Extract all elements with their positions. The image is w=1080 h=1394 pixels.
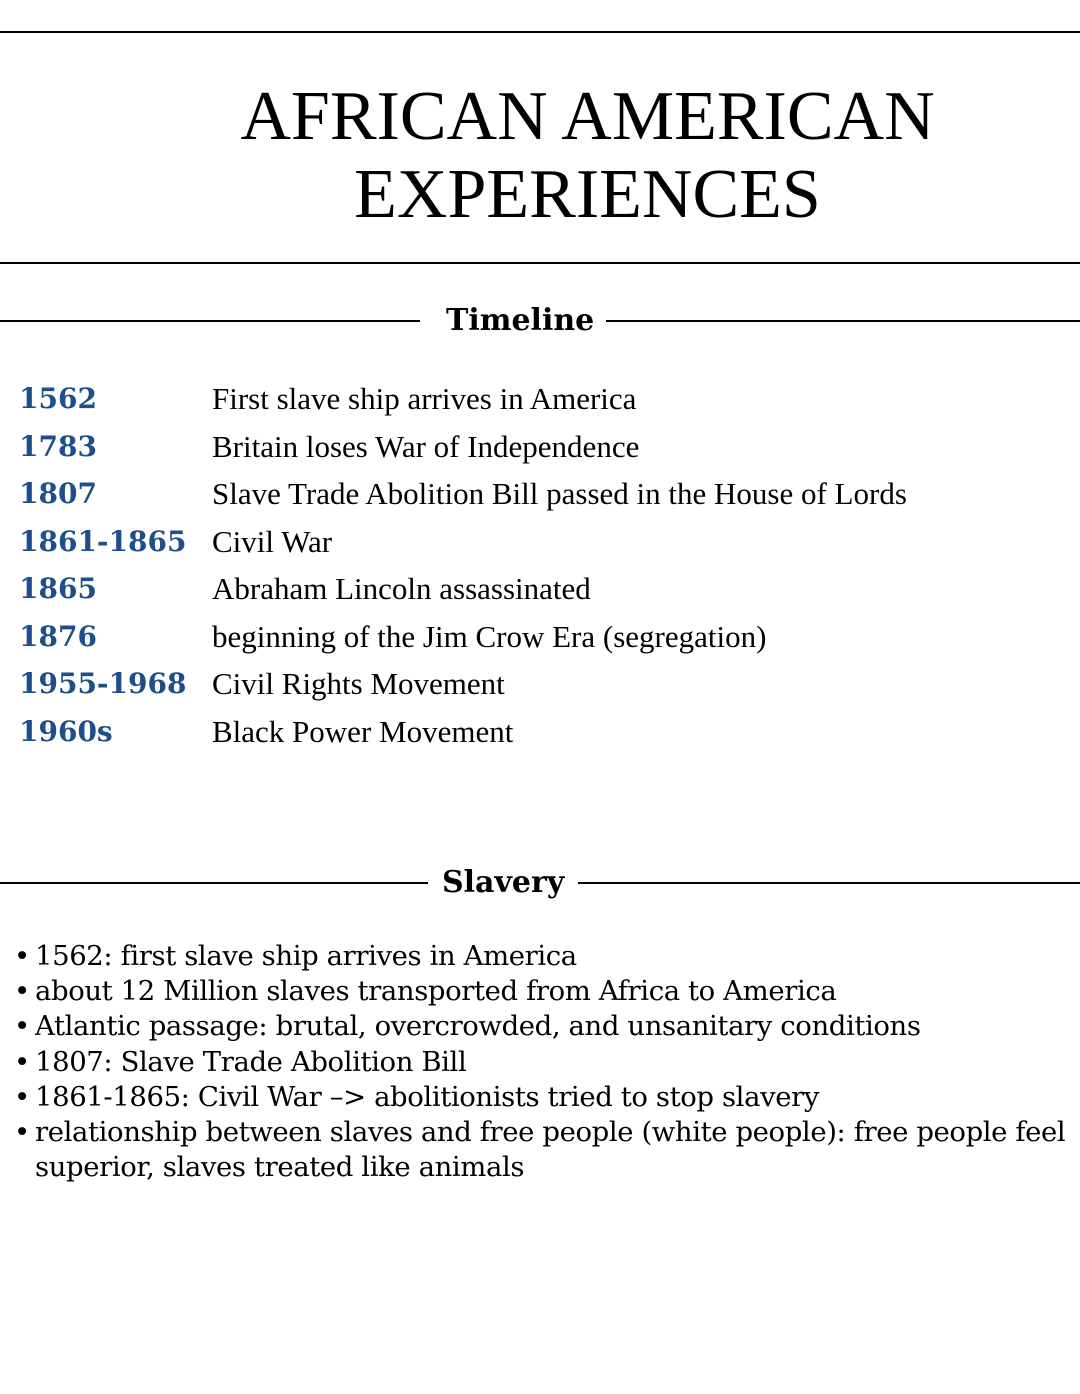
timeline-heading-rule-left — [0, 320, 420, 322]
list-item — [14, 1115, 1074, 1185]
slavery-bullet-list — [14, 939, 1074, 1185]
timeline-year: 1861-1865 — [19, 524, 187, 558]
list-item — [14, 1080, 1074, 1115]
timeline-row — [0, 423, 1080, 471]
list-item-text: 1807: Slave Trade Abolition Bill — [35, 1045, 467, 1078]
timeline-heading-rule-right — [606, 320, 1080, 322]
timeline-event: Britain loses War of Independence — [212, 428, 640, 464]
list-item-text: 1562: first slave ship arrives in America — [35, 940, 577, 972]
timeline-year: 1807 — [19, 477, 97, 510]
timeline-event: Abraham Lincoln assassinated — [212, 571, 591, 606]
title-bottom-rule — [0, 262, 1080, 264]
timeline-event: Slave Trade Abolition Bill passed in the House of Lords — [212, 476, 907, 511]
list-item-text: about 12 Million slaves transported from Africa to America — [35, 975, 837, 1008]
timeline-event: beginning of the Jim Crow Era (segregation) — [212, 618, 767, 654]
slavery-heading-label: Slavery — [442, 865, 565, 900]
timeline-year: 1865 — [19, 572, 97, 605]
page-title — [95, 78, 1080, 234]
timeline-list — [0, 375, 1080, 755]
bullet-icon: • — [14, 1080, 30, 1113]
list-item — [14, 939, 1074, 974]
timeline-row — [0, 613, 1080, 661]
top-rule — [0, 31, 1080, 33]
bullet-icon: • — [14, 975, 30, 1008]
timeline-year: 1876 — [19, 619, 97, 653]
slavery-section-heading — [0, 863, 1080, 903]
bullet-icon: • — [14, 1116, 30, 1149]
timeline-row — [0, 470, 1080, 518]
timeline-event: First slave ship arrives in America — [212, 381, 637, 416]
bullet-icon: • — [14, 1010, 30, 1043]
bullet-icon: • — [14, 940, 30, 972]
page-title-line-1: AFRICAN AMERICAN — [240, 78, 935, 155]
timeline-year: 1955-1968 — [19, 667, 187, 700]
timeline-year: 1960s — [19, 714, 113, 748]
timeline-row — [0, 375, 1080, 423]
list-item-text: relationship between slaves and free people (white people): free people feel superior, slaves treated like animals — [35, 1116, 1066, 1184]
timeline-row — [0, 660, 1080, 708]
list-item-text: Atlantic passage: brutal, overcrowded, and unsanitary conditions — [35, 1010, 921, 1043]
timeline-year: 1562 — [19, 382, 97, 415]
slavery-heading-rule-right — [578, 882, 1080, 884]
timeline-event: Civil War — [212, 523, 333, 559]
list-item-text: 1861-1865: Civil War –> abolitionists tried to stop slavery — [35, 1080, 819, 1113]
bullet-icon: • — [14, 1045, 30, 1078]
timeline-event: Black Power Movement — [212, 713, 514, 749]
timeline-year: 1783 — [19, 429, 97, 463]
timeline-heading-label: Timeline — [446, 303, 595, 338]
timeline-row — [0, 518, 1080, 566]
timeline-section-heading — [0, 301, 1080, 341]
page-title-line-2: EXPERIENCES — [354, 156, 821, 233]
timeline-event: Civil Rights Movement — [212, 666, 505, 701]
list-item — [14, 974, 1074, 1009]
timeline-row — [0, 708, 1080, 756]
timeline-row — [0, 565, 1080, 613]
list-item — [14, 1045, 1074, 1080]
slavery-heading-rule-left — [0, 882, 428, 884]
list-item — [14, 1009, 1074, 1044]
